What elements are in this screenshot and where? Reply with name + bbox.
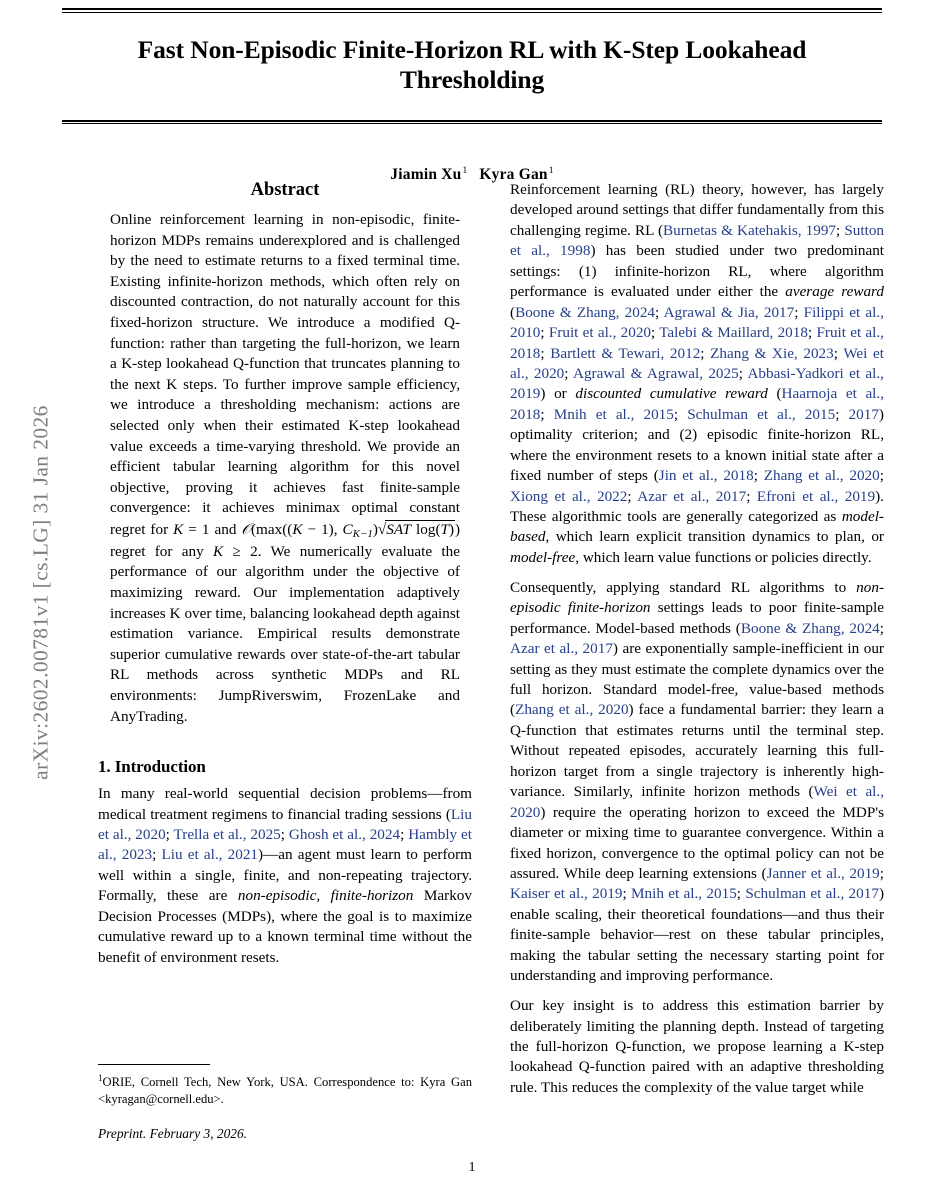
text-run: Markov Decision Processes (MDPs), where the goal is to maximize cumulative reward up to a known terminal time without the benefit of environment resets.	[98, 887, 472, 966]
text-run: ;	[627, 487, 638, 505]
emphasis-text: model-free	[510, 548, 576, 566]
citation-link[interactable]: Mnih et al., 2015	[631, 885, 737, 903]
text-run: ) has been studied under two predominant settings: (1) infinite-horizon RL, where algorithm performance is evaluated under either the	[510, 242, 885, 301]
citation-link[interactable]: Trella et al., 2025	[173, 826, 281, 843]
citation-link[interactable]: Boone & Zhang, 2024	[515, 303, 656, 321]
citation-link[interactable]: Efroni et al., 2019	[756, 487, 876, 505]
text-run: ;	[738, 364, 748, 382]
text-run: (	[510, 303, 516, 321]
citation-link[interactable]: Zhang et al., 2020	[515, 701, 629, 719]
author-affiliation-mark-1: 1	[462, 166, 468, 177]
citation-link[interactable]: Xiong et al., 2022	[510, 487, 628, 505]
text-run: ;	[655, 303, 664, 321]
footnote-text: ORIE, Cornell Tech, New York, USA. Correspondence to: Kyra Gan <kyragan@cornell.edu>.	[98, 1075, 472, 1106]
emphasis-text: discounted cumulative reward	[575, 385, 768, 403]
text-run: ;	[564, 364, 573, 382]
text-run: (	[767, 385, 782, 403]
left-column	[98, 180, 472, 978]
page-number: 1	[468, 1160, 476, 1175]
citation-link[interactable]: Schulman et al., 2017	[745, 885, 879, 903]
emphasis-text: non-episodic finite-horizon	[510, 578, 884, 617]
text-run: ;	[753, 467, 764, 485]
abstract-math-1: K = 1	[173, 520, 210, 538]
citation-link[interactable]: Ghosh et al., 2024	[288, 826, 401, 843]
footnote-marker: 1	[98, 1073, 103, 1083]
text-run: ;	[736, 885, 746, 903]
text-run: ;	[540, 344, 551, 362]
right-paragraph-2	[510, 578, 884, 987]
abstract-heading: Abstract	[250, 180, 320, 200]
author-name-2: Kyra Gan	[479, 166, 548, 184]
citation-link[interactable]: Schulman et al., 2015	[687, 405, 836, 423]
text-run: ;	[879, 619, 885, 637]
paper-content	[62, 0, 885, 1200]
text-run: In many real-world sequential decision problems—from medical treatment regimens to financial trading sessions (	[98, 785, 472, 823]
citation-link[interactable]: Mnih et al., 2015	[553, 405, 674, 423]
text-run: ;	[700, 344, 711, 362]
citation-link[interactable]: Liu et al., 2021	[161, 846, 259, 864]
citation-link[interactable]: Sutton et al., 1998	[510, 221, 885, 260]
header-rule-below-title	[62, 120, 882, 125]
arxiv-identifier-stamp: arXiv:2602.00781v1 [cs.LG] 31 Jan 2026	[28, 405, 53, 780]
citation-link[interactable]: Wei et al., 2020	[510, 344, 884, 382]
citation-link[interactable]: Filippi et al., 2010	[510, 303, 884, 342]
abstract-text	[98, 210, 472, 727]
citation-link[interactable]: Liu et al., 2020	[98, 805, 472, 843]
text-run: ) face a fundamental barrier: they learn a Q-function that estimates returns until the terminal step. Without repeated episodes, accurately learning this full-horizon target from a single trajectory is inherently high-variance. Similarly, infinite horizon methods (	[510, 701, 884, 801]
abstract-part-1: Online reinforcement learning in non-episodic, finite-horizon MDPs remains underexplored and is challenged by the need to estimate returns to a fixed terminal time. Existing infinite-horizon methods, which often rely on discounted contraction, do not naturally account for this fixed-horizon structure. We introduce a modified Q-function: rather than targeting the full-horizon, we learn a K-step lookahead Q-function that truncates planning to the next K steps. To further improve sample efficiency, we introduce a thresholding mechanism: actions are selected only when their estimated K-step lookahead value exceeds a time-varying threshold. We provide an efficient tabular learning algorithm for this novel objective, proving it achieves fast finite-sample convergence: it achieves minimax optimal constant regret for	[110, 211, 460, 538]
text-run: Reinforcement learning (RL) theory, however, has largely developed around settings that differ fundamentally from this challenging regime. RL (	[510, 181, 884, 239]
text-run: ;	[807, 324, 817, 342]
page-title: Fast Non-Episodic Finite-Horizon RL with K-Step Lookahead Thresholding	[137, 34, 807, 95]
text-run: ;	[651, 324, 660, 342]
citation-link[interactable]: Kaiser et al., 2019	[510, 885, 623, 903]
text-run: ;	[540, 324, 549, 342]
citation-link[interactable]: Bartlett & Tewari, 2012	[550, 344, 701, 362]
citation-link[interactable]: 2017	[848, 405, 879, 423]
abstract-part-4: . We numerically evaluate the performance of our algorithm under the objective of maximizing reward. Our implementation adaptively increases K over time, balancing lookahead depth against estimation variance. Empirical results demonstrate superior cumulative rewards over state-of-the-art tabular RL methods across synthetic MDPs and RL environments: JumpRiverswim, FrozenLake and AnyTrading.	[110, 542, 460, 725]
preprint-notice: Preprint. February 3, 2026.	[98, 1125, 248, 1141]
emphasis-text: average reward	[785, 283, 884, 301]
text-run: , which learn value functions or policies directly.	[575, 548, 872, 566]
author-name-1: Jiamin Xu	[390, 166, 462, 184]
abstract-math-3: K ≥ 2	[212, 542, 258, 560]
text-run: ;	[835, 405, 849, 423]
text-run: Our key insight is to address this estimation barrier by deliberately limiting the planning depth. Instead of targeting the full-horizon Q-function, we propose learning a K-step lookahead Q-function paired with an adaptive thresholding rule. This reduces the complexity of the value target while	[510, 997, 884, 1096]
text-run: ;	[879, 467, 884, 485]
text-run: ) require the operating horizon to exceed the MDP's diameter or mixing time to guarantee convergence. Within a fixed horizon, convergence to the optimal policy can not be assured. While deep learning extensions (	[510, 803, 884, 882]
citation-link[interactable]: Janner et al., 2019	[766, 864, 880, 882]
footnote-affiliation	[98, 1073, 472, 1108]
right-paragraph-1	[510, 180, 884, 568]
citation-link[interactable]: Haarnoja et al., 2018	[510, 385, 884, 423]
citation-link[interactable]: Wei et al., 2020	[510, 783, 884, 821]
text-run: Consequently, applying standard RL algorithms to	[510, 578, 857, 596]
two-column-body	[62, 180, 885, 1180]
text-run: ;	[622, 885, 632, 903]
intro-paragraph-1	[98, 784, 472, 968]
text-run: ;	[280, 826, 289, 843]
text-run: ) are exponentially sample-inefficient in our setting as they must estimate the complete dynamics over the full horizon. Standard model-free, value-based methods (	[510, 640, 884, 719]
text-run: ;	[152, 846, 162, 864]
header-rule-top	[62, 8, 882, 13]
citation-link[interactable]: Agrawal & Agrawal, 2025	[572, 364, 739, 382]
text-run: ;	[794, 303, 804, 321]
citation-link[interactable]: Burnetas & Katehakis, 1997	[663, 221, 837, 239]
citation-link[interactable]: Azar et al., 2017	[510, 640, 613, 658]
text-run: ;	[400, 826, 409, 843]
text-run: ;	[879, 864, 884, 882]
text-run: ;	[673, 405, 688, 423]
text-run: settings leads to poor finite-sample performance. Model-based methods (	[510, 599, 884, 637]
citation-link[interactable]: Fruit et al., 2018	[510, 324, 884, 362]
text-run: ) enable scaling, their theoretical foundations—and thus their finite-sample behavior—rest on these tabular principles, making the tabular setting the necessary starting point for understanding and improving performance.	[510, 885, 884, 985]
right-column	[510, 180, 884, 1098]
text-run: )—an agent must learn to perform well within a single, finite, and non-repeating trajectory. Formally, these are	[98, 846, 472, 905]
text-run: ;	[833, 344, 844, 362]
emphasis-text: non-episodic, finite-horizon	[237, 887, 414, 905]
emphasis-text: model-based	[510, 508, 884, 546]
citation-link[interactable]: Zhang & Xie, 2023	[710, 344, 834, 362]
citation-link[interactable]: Fruit et al., 2020	[548, 324, 652, 342]
text-run: ). These algorithmic tools are generally categorized as	[510, 487, 884, 525]
text-run: ) or	[540, 385, 576, 403]
abstract-math-2: 𝒪(max((K − 1), $C_{K-1})√SAT$ log(T))	[241, 519, 461, 540]
citation-link[interactable]: Agrawal & Jia, 2017	[663, 303, 795, 321]
abstract-part-2: and	[209, 520, 242, 538]
text-run: ;	[746, 487, 757, 505]
author-affiliation-mark-2: 1	[548, 166, 554, 177]
text-run: ;	[540, 405, 554, 423]
citation-link[interactable]: Abbasi-Yadkori et al., 2019	[510, 364, 884, 403]
text-run: ) optimality criterion; and (2) episodic finite-horizon RL, where the environment resets to a known initial state after a fixed number of steps (	[510, 405, 884, 485]
text-run: ;	[165, 826, 174, 843]
citation-link[interactable]: Talebi & Maillard, 2018	[659, 324, 808, 342]
right-paragraph-3	[510, 996, 884, 1098]
footnote-divider	[98, 1064, 210, 1065]
abstract-part-3: regret for any	[110, 542, 213, 560]
text-run: ;	[836, 221, 845, 239]
footnote-block	[98, 1064, 472, 1142]
citation-link[interactable]: Jin et al., 2018	[658, 467, 754, 485]
citation-link[interactable]: Hambly et al., 2023	[98, 826, 472, 864]
text-run: , which learn explicit transition dynamics to plan, or	[545, 528, 884, 546]
citation-link[interactable]: Zhang et al., 2020	[763, 467, 880, 485]
citation-link[interactable]: Azar et al., 2017	[637, 487, 747, 505]
section-heading-introduction: 1. Introduction	[98, 757, 206, 777]
citation-link[interactable]: Boone & Zhang, 2024	[740, 619, 880, 637]
